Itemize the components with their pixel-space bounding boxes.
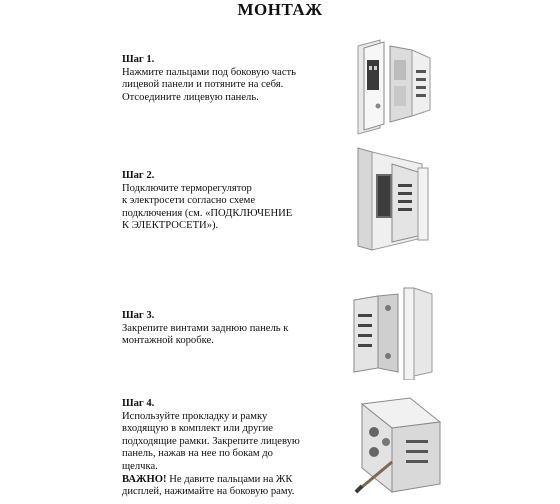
step-4-warning-label: ВАЖНО!: [122, 473, 167, 485]
step-4-line-5: щелчка.: [122, 460, 158, 472]
step-3-heading: Шаг 3.: [122, 310, 155, 321]
step-1-line-2: лицевой панели и потяните на себя.: [122, 79, 284, 91]
step-3: [122, 310, 332, 348]
step-4-warning-text-1: Не давите пальцами на ЖК: [166, 473, 293, 485]
step-4-warning-line-2: дисплей, нажимайте на боковую раму.: [122, 486, 295, 498]
step-4-line-4: панель, нажав на нее по бокам до: [122, 448, 273, 460]
thermostat-front-panel-removal-icon: [350, 36, 450, 136]
step-2: [122, 170, 332, 233]
step-2-line-2: к электросети согласно схеме: [122, 195, 256, 207]
step-4-heading: Шаг 4.: [122, 398, 155, 409]
step-3-line-2: монтажной коробке.: [122, 335, 214, 347]
step-2-line-1: Подключите терморегулятор: [122, 182, 252, 194]
step-3-line-1: Закрепите винтами заднюю панель к: [122, 322, 289, 334]
step-1-line-1: Нажмите пальцами под боковую часть: [122, 66, 296, 78]
step-4-warning-line-1: [122, 474, 337, 487]
step-2-heading: Шаг 2.: [122, 170, 155, 181]
thermostat-frame-assembly-icon: [352, 396, 448, 500]
page-title: МОНТАЖ: [237, 0, 323, 19]
step-2-line-4: К ЭЛЕКТРОСЕТИ»).: [122, 220, 219, 232]
step-4: [122, 398, 337, 499]
step-1-heading: Шаг 1.: [122, 54, 155, 65]
thermostat-wiring-connection-icon: [352, 146, 442, 256]
step-4-line-1: Используйте прокладку и рамку: [122, 410, 268, 422]
step-1-line-3: Отсоедините лицевую панель.: [122, 91, 259, 103]
step-2-line-3: подключения (см. «ПОДКЛЮЧЕНИЕ: [122, 207, 293, 219]
thermostat-back-panel-screws-icon: [348, 284, 448, 380]
step-1: [122, 54, 332, 104]
step-4-line-2: входящую в комплект или другие: [122, 423, 274, 435]
step-4-line-3: подходящие рамки. Закрепите лицевую: [122, 435, 300, 447]
